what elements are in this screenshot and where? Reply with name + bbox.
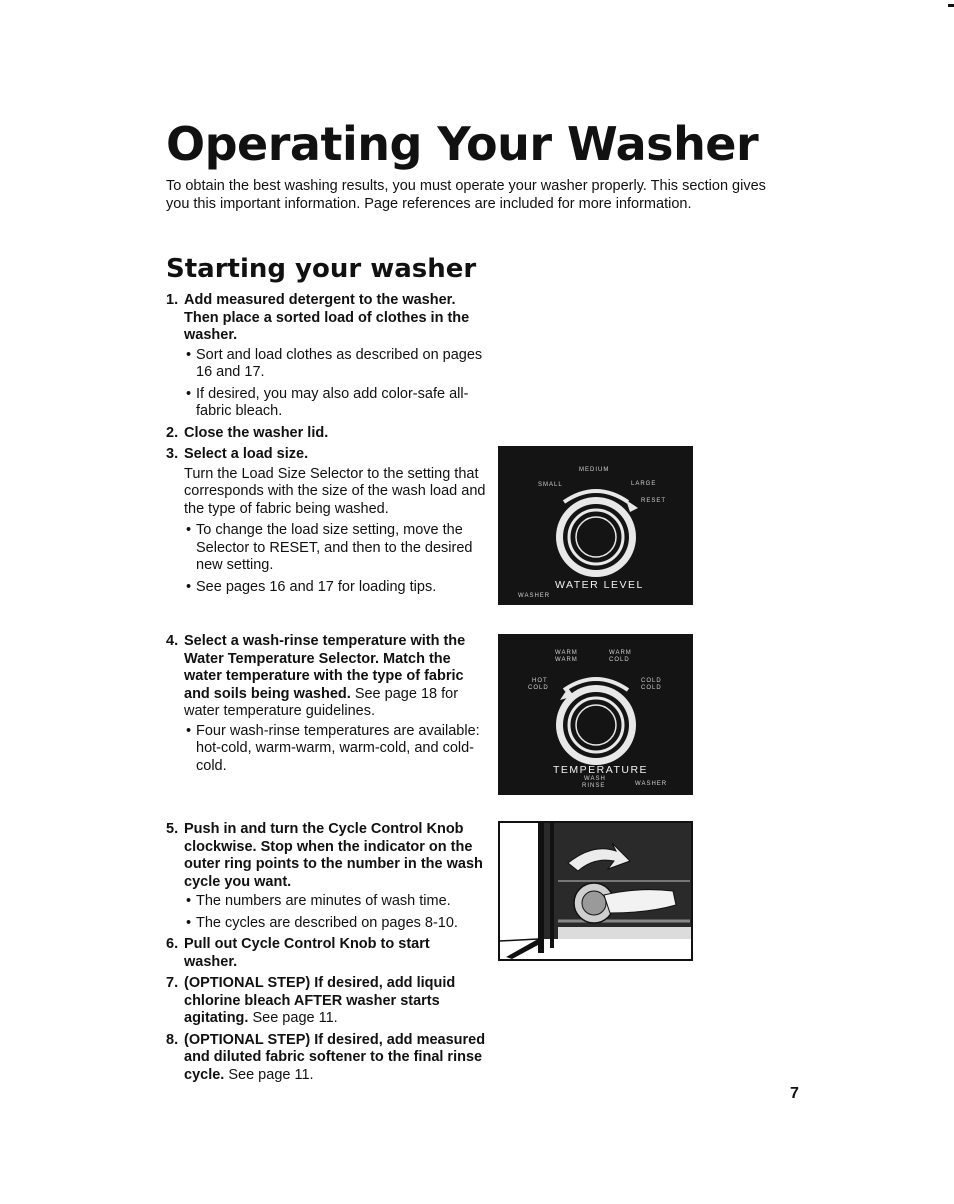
small-label: SMALL xyxy=(538,482,563,488)
step-5-instruction: Push in and turn the Cycle Control Knob clockwise. Stop when the indicator on the outer ring points to the number in the wash cycle you want. xyxy=(184,821,483,890)
temperature-title: TEMPERATURE xyxy=(553,764,649,776)
step-1: 1. Add measured detergent to the washer. Then place a sorted load of clothes in the washer. • Sort and load clothes as described on pages 16 and 17. • If desired, you may also add color-safe all-fabric bleach. xyxy=(166,292,486,421)
step-2-instruction: Close the washer lid. xyxy=(184,424,329,441)
steps-group-2 xyxy=(166,633,486,779)
step-4-bullet-1: • Four wash-rinse temperatures are available: hot-cold, warm-warm, warm-cold, and cold-cold. xyxy=(184,723,486,776)
cycle-control-illustration xyxy=(498,821,693,961)
section-title: Starting your washer xyxy=(166,254,477,284)
page-title: Operating Your Washer xyxy=(166,117,759,171)
step-7: 7. (OPTIONAL STEP) If desired, add liquid chlorine bleach AFTER washer starts agitating. See page 11. xyxy=(166,975,456,1026)
medium-label: MEDIUM xyxy=(579,467,610,473)
large-label: LARGE xyxy=(631,481,657,487)
warm-warm-top-label: WARM xyxy=(555,650,578,656)
step-1-bullet-2: • If desired, you may also add color-safe all-fabric bleach. xyxy=(184,386,486,421)
margin-mark xyxy=(948,4,954,7)
reset-label: RESET xyxy=(641,498,667,504)
step-8-instruction: (OPTIONAL STEP) If desired, add measured and diluted fabric softener to the final rinse cycle. xyxy=(184,1031,486,1083)
step-5-bullet-1: • The numbers are minutes of wash time. xyxy=(184,893,486,911)
wash-rinse-top-label: WASH xyxy=(584,776,606,782)
step-3-instruction: Select a load size. xyxy=(184,446,309,462)
step-5: 5. Push in and turn the Cycle Control Knob clockwise. Stop when the indicator on the outer ring points to the number in the wash cycle you want. • The numbers are minutes of wash time. • The cycles are described on pages 8-10. xyxy=(166,821,486,932)
step-1-instruction: Add measured detergent to the washer. Then place a sorted load of clothes in the washer. xyxy=(184,292,470,343)
step-4-instruction: Select a wash-rinse temperature with the Water Temperature Selector. Match the water temperature with the type of fabric and soils being washed. xyxy=(184,633,466,702)
step-8-reference: See page 11. xyxy=(224,1066,314,1083)
step-3-body: Turn the Load Size Selector to the setting that corresponds with the size of the wash load and the type of fabric being washed. xyxy=(184,465,486,517)
step-7-instruction: (OPTIONAL STEP) If desired, add liquid chlorine bleach AFTER washer starts agitating. xyxy=(184,975,456,1026)
cold-cold-top-label: COLD xyxy=(641,678,662,684)
steps-group-3 xyxy=(166,821,486,1088)
step-3: 3. Select a load size. Turn the Load Size Selector to the setting that corresponds with the size of the wash load and the type of fabric being washed. • To change the load size setting, move the Selector to RESET, and then to the desired new setting. • See pages 16 and 17 for loading tips. xyxy=(166,446,486,596)
step-7-reference: See page 11. xyxy=(248,1010,338,1026)
step-4: 4. Select a wash-rinse temperature with the Water Temperature Selector. Match the water temperature with the type of fabric and soils being washed. See page 18 for water temperature guidelines. • Four wash-rinse temperatures are available: hot-cold, warm-warm, warm-cold, and cold-cold. xyxy=(166,633,486,775)
step-3-bullet-2: • See pages 16 and 17 for loading tips. xyxy=(184,579,486,597)
page-number: 7 xyxy=(790,1085,799,1102)
load-size-knob-icon[interactable] xyxy=(546,482,646,582)
warm-cold-top-label: WARM xyxy=(609,650,632,656)
intro-paragraph: To obtain the best washing results, you must operate your washer properly. This section gives you this important information. Page references are included for more information. xyxy=(166,178,766,212)
water-level-panel xyxy=(498,446,693,605)
step-5-bullet-2: • The cycles are described on pages 8-10. xyxy=(184,915,486,933)
wash-rinse-bottom-label: RINSE xyxy=(582,783,606,789)
warm-warm-bottom-label: WARM xyxy=(555,657,578,663)
hot-cold-bottom-label: COLD xyxy=(528,685,549,691)
step-8: 8. (OPTIONAL STEP) If desired, add measured and diluted fabric softener to the final rinse cycle. See page 11. xyxy=(166,1031,486,1083)
step-4-reference: See page 18 for water temperature guidelines. xyxy=(184,685,459,719)
step-2: 2. Close the washer lid. xyxy=(166,424,329,441)
step-1-bullet-1: • Sort and load clothes as described on pages 16 and 17. xyxy=(184,347,486,382)
temperature-knob-icon[interactable] xyxy=(546,670,646,770)
step-6: 6. Pull out Cycle Control Knob to start washer. xyxy=(166,936,430,970)
step-3-bullet-1: • To change the load size setting, move the Selector to RESET, and then to the desired new setting. xyxy=(184,522,486,575)
water-level-brand: WASHER xyxy=(518,593,551,599)
hot-cold-top-label: HOT xyxy=(532,678,548,684)
cold-cold-bottom-label: COLD xyxy=(641,685,662,691)
temperature-brand: WASHER xyxy=(635,781,668,787)
step-6-instruction: Pull out Cycle Control Knob to start washer. xyxy=(184,936,430,970)
water-level-title: WATER LEVEL xyxy=(555,579,644,591)
warm-cold-bottom-label: COLD xyxy=(609,657,630,663)
steps-group-1 xyxy=(166,292,486,600)
temperature-panel xyxy=(498,634,693,795)
